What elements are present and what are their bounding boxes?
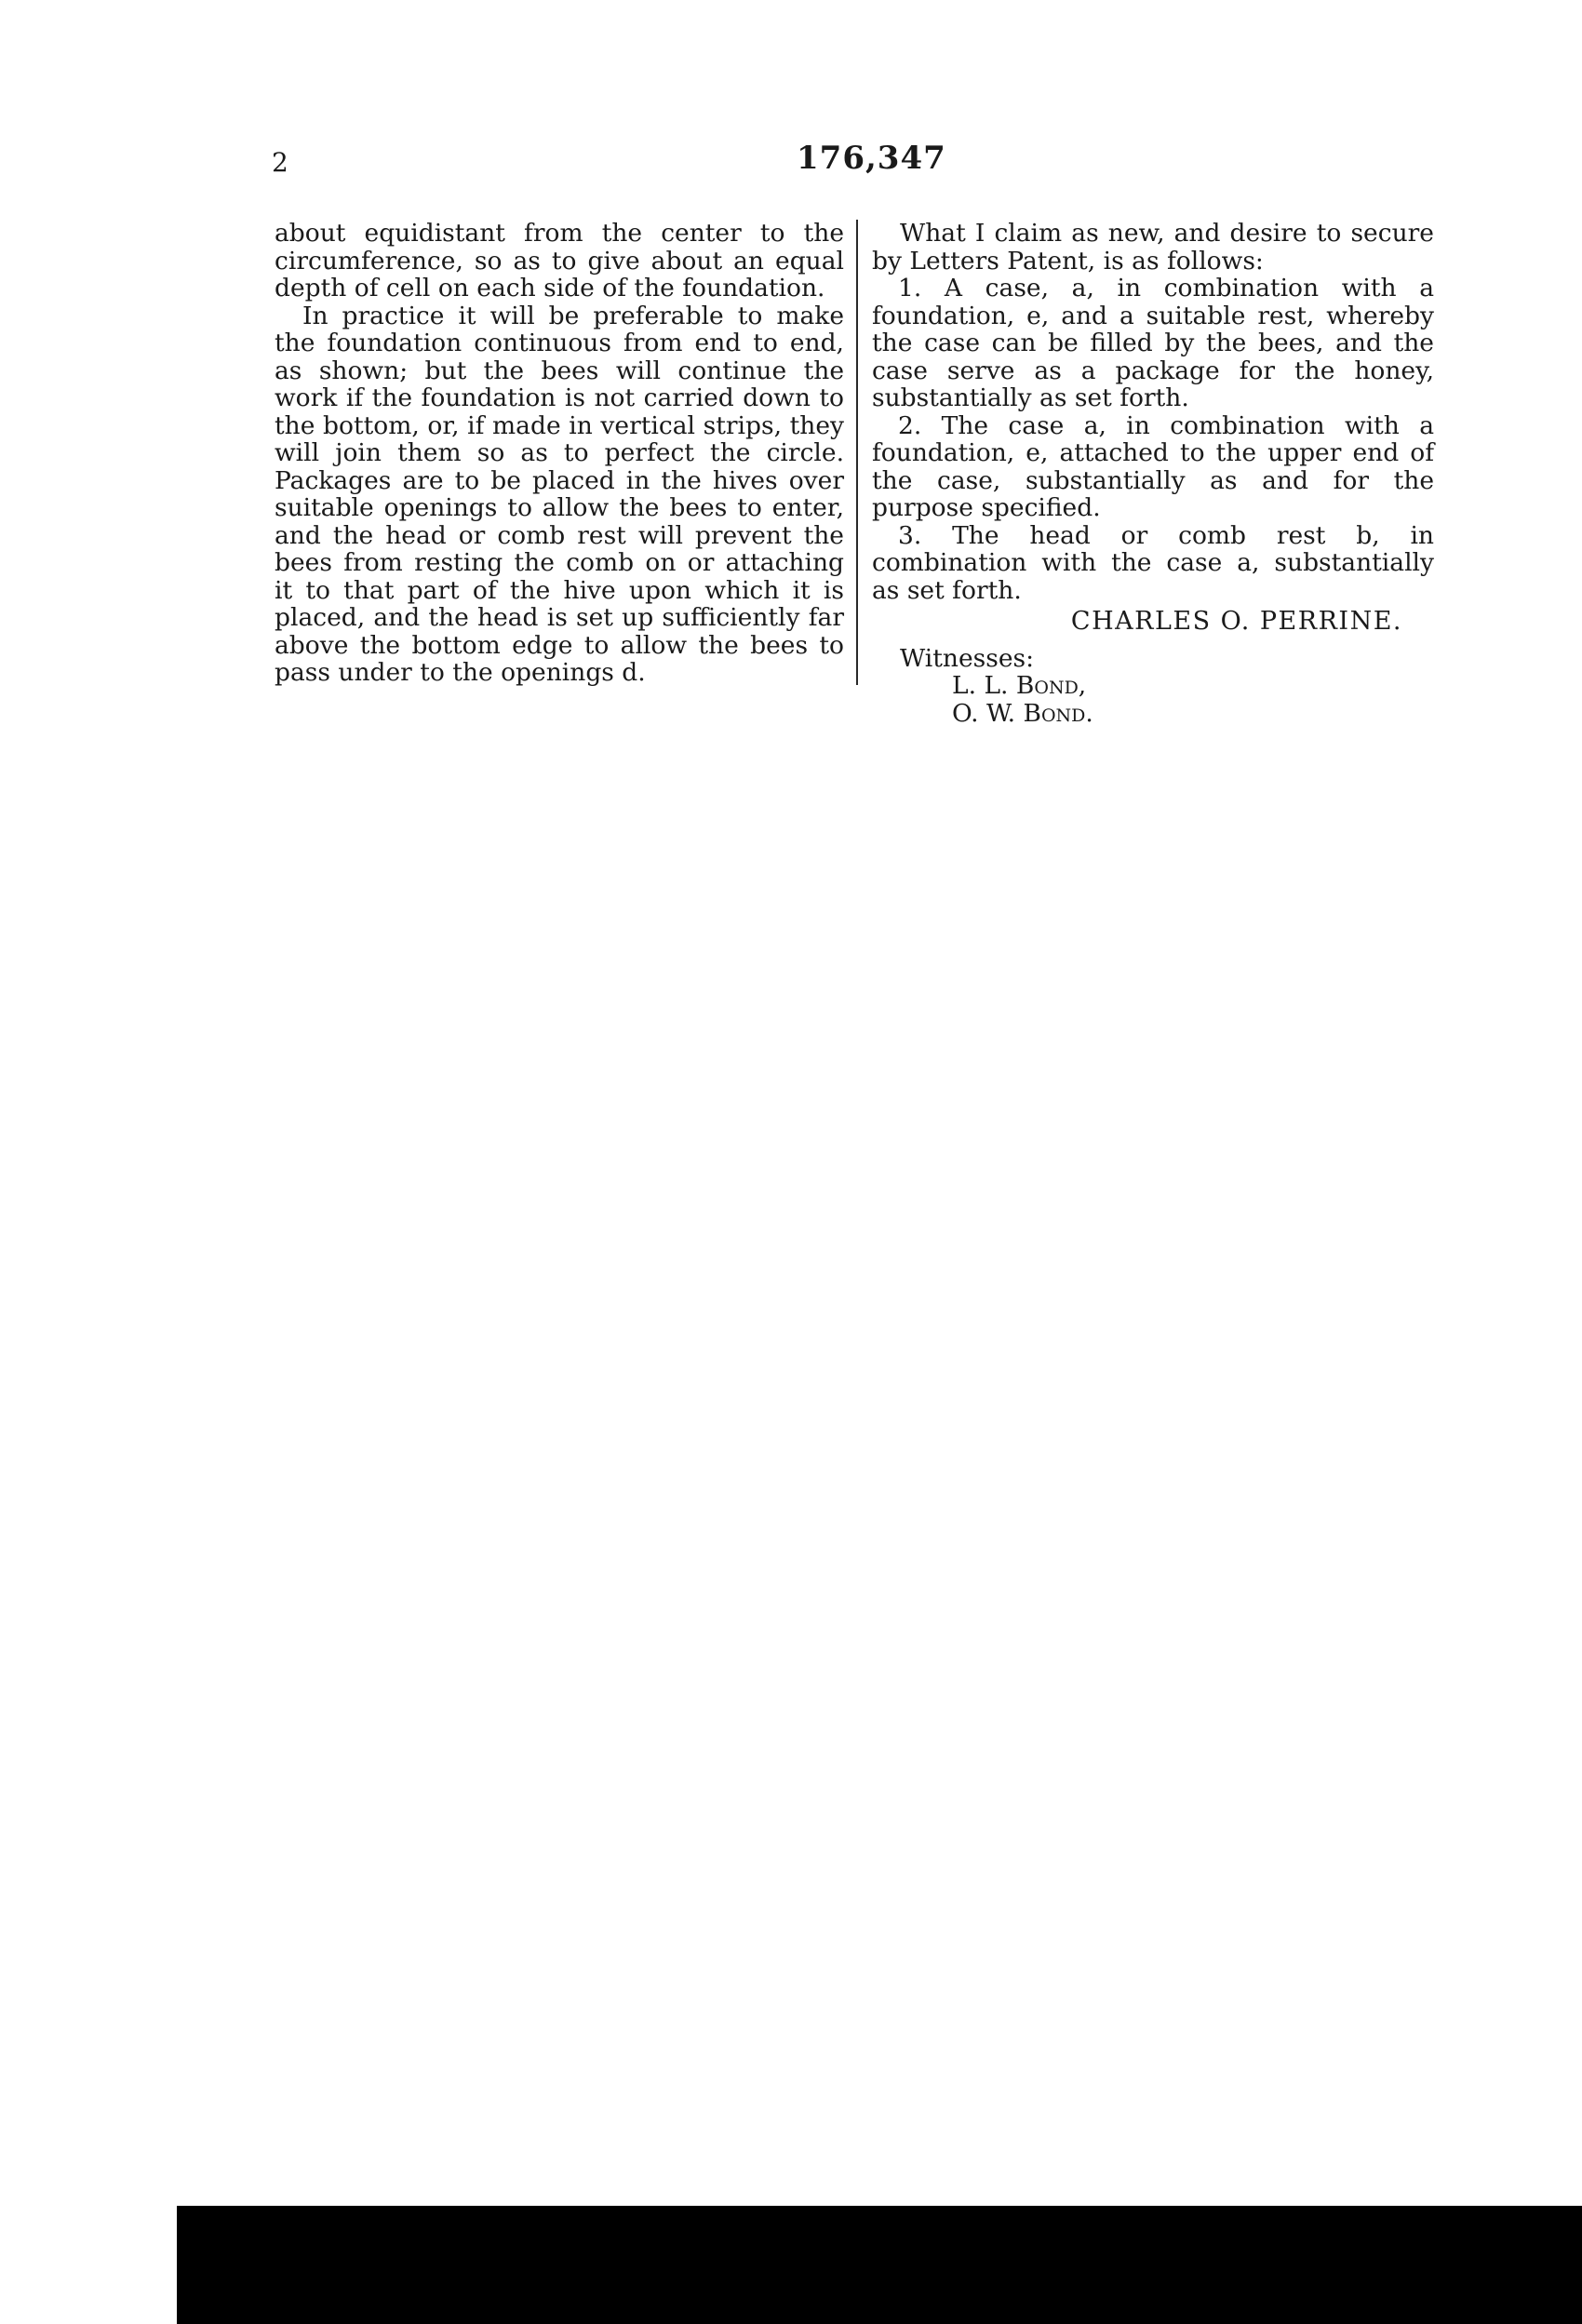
claim-3: 3. The head or comb rest b, in combination with the case a, substantially as set forth.	[872, 520, 1434, 605]
page-number: 2	[272, 147, 289, 178]
claim-1: 1. A case, a, in combination with a foundation, e, and a suitable rest, whereby the case can be filled by the bees, and the case serve as a package for the honey, substantially as set forth.	[872, 274, 1434, 412]
left-column	[275, 220, 844, 687]
witnesses-label: Witnesses:	[900, 643, 1035, 673]
inventor-signature: CHARLES O. PERRINE.	[1070, 607, 1402, 636]
right-column	[872, 220, 1434, 727]
claim-2: 2. The case a, in combination with a foundation, e, attached to the upper end of the case, substantially as and for the purpose specified.	[872, 410, 1434, 522]
witness-1: L. L. Bond,	[952, 671, 1087, 700]
claims-intro: What I claim as new, and desire to secure by Letters Patent, is as follows:	[872, 219, 1434, 275]
paragraph-1: about equidistant from the center to the circumference, so as to give about an equal depth of cell on each side of the foundation.	[275, 219, 844, 302]
witness-2: O. W. Bond.	[952, 698, 1093, 728]
scan-border-band	[177, 2206, 1582, 2324]
column-divider	[856, 220, 858, 685]
paragraph-2: In practice it will be preferable to make the foundation continuous from end to end, as shown; but the bees will continue the work if the foundation is not carried down to the bottom, or, if made in vertical strips, they will join them so as to perfect the circle. Packages are to be placed in the hives over suitable openings to allow the bees to enter, and the head or comb rest will prevent the bees from resting the comb on or attaching it to that part of the hive upon which it is placed, and the head is set up sufficiently far above the bottom edge to allow the bees to pass under to the openings d.	[275, 301, 844, 687]
patent-number: 176,347	[797, 140, 946, 177]
